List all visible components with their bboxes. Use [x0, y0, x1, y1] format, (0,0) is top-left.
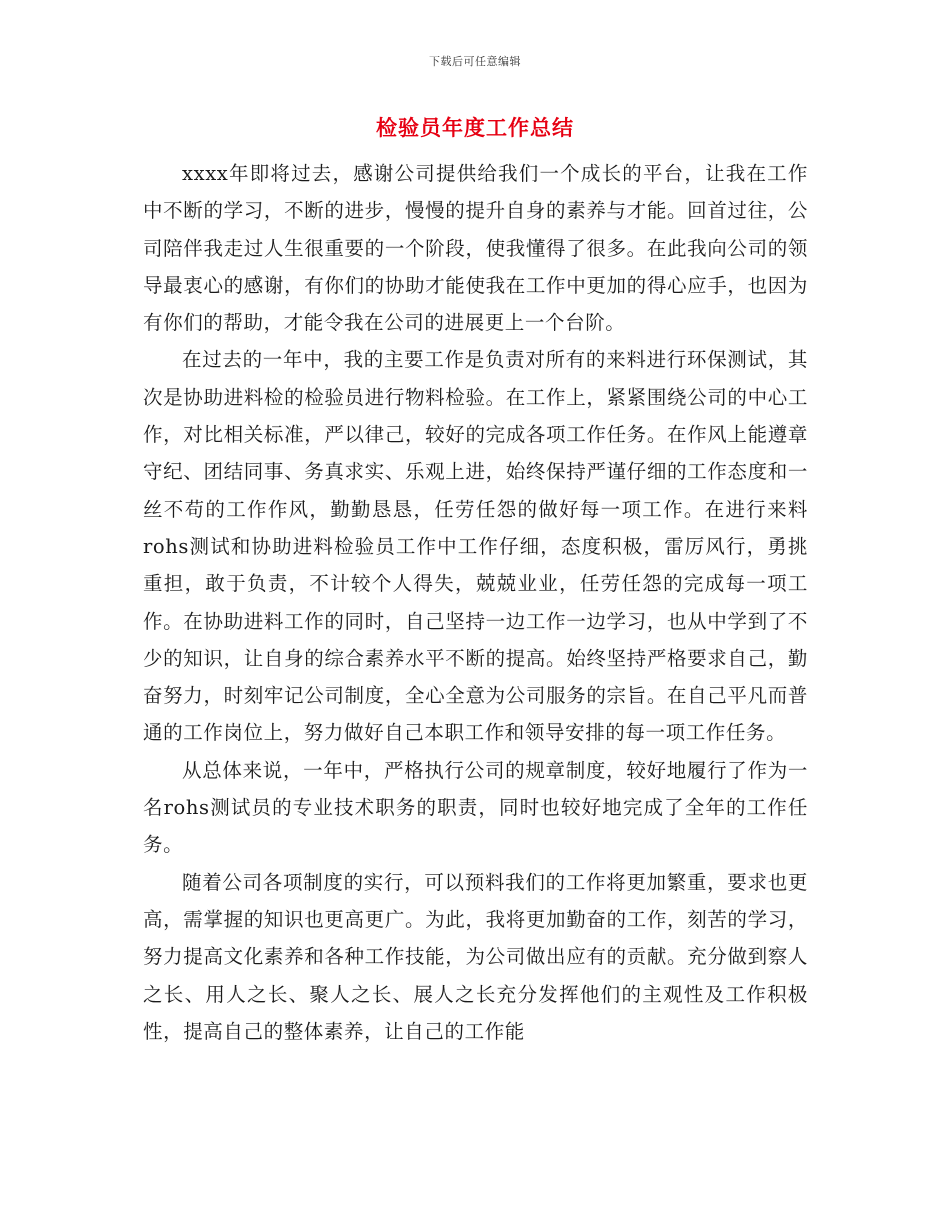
document-title: 检验员年度工作总结 — [376, 115, 574, 140]
paragraph-4: 随着公司各项制度的实行，可以预料我们的工作将更加繁重，要求也更高，需掌握的知识也更高更广。为此，我将更加勤奋的工作，刻苦的学习，努力提高文化素养和各种工作技能，为公司做出应有的贡献。充分做到察人之长、用人之长、聚人之长、展人之长充分发挥他们的主观性及工作积极性，提高自己的整体素养，让自己的工作能 — [143, 870, 808, 1043]
paragraph-2: 在过去的一年中，我的主要工作是负责对所有的来料进行环保测试，其次是协助进料检的检验员进行物料检验。在工作上，紧紧围绕公司的中心工作，对比相关标准，严以律己，较好的完成各项工作任务。在作风上能遵章守纪、团结同事、务真求实、乐观上进，始终保持严谨仔细的工作态度和一丝不苟的工作作风，勤勤恳恳，任劳任怨的做好每一项工作。在进行来料rohs测试和协助进料检验员工作中工作仔细，态度积极，雷厉风行，勇挑重担，敢于负责，不计较个人得失，兢兢业业，任劳任怨的完成每一项工作。在协助进料工作的同时，自己坚持一边工作一边学习，也从中学到了不少的知识，让自身的综合素养水平不断的提高。始终坚持严格要求自己，勤奋努力，时刻牢记公司制度，全心全意为公司服务的宗旨。在自己平凡而普通的工作岗位上，努力做好自己本职工作和领导安排的每一项工作任务。 — [143, 348, 808, 745]
paragraph-3: 从总体来说，一年中，严格执行公司的规章制度，较好地履行了作为一名rohs测试员的专业技术职务的职责，同时也较好地完成了全年的工作任务。 — [143, 758, 808, 857]
document-body — [143, 155, 808, 1050]
header-note: 下载后可任意编辑 — [429, 55, 521, 68]
paragraph-1: xxxx年即将过去，感谢公司提供给我们一个成长的平台，让我在工作中不断的学习，不断的进步，慢慢的提升自身的素养与才能。回首过往，公司陪伴我走过人生很重要的一个阶段，使我懂得了很多。在此我向公司的领导最衷心的感谢，有你们的协助才能使我在工作中更加的得心应手，也因为有你们的帮助，才能令我在公司的进展更上一个台阶。 — [143, 162, 808, 335]
